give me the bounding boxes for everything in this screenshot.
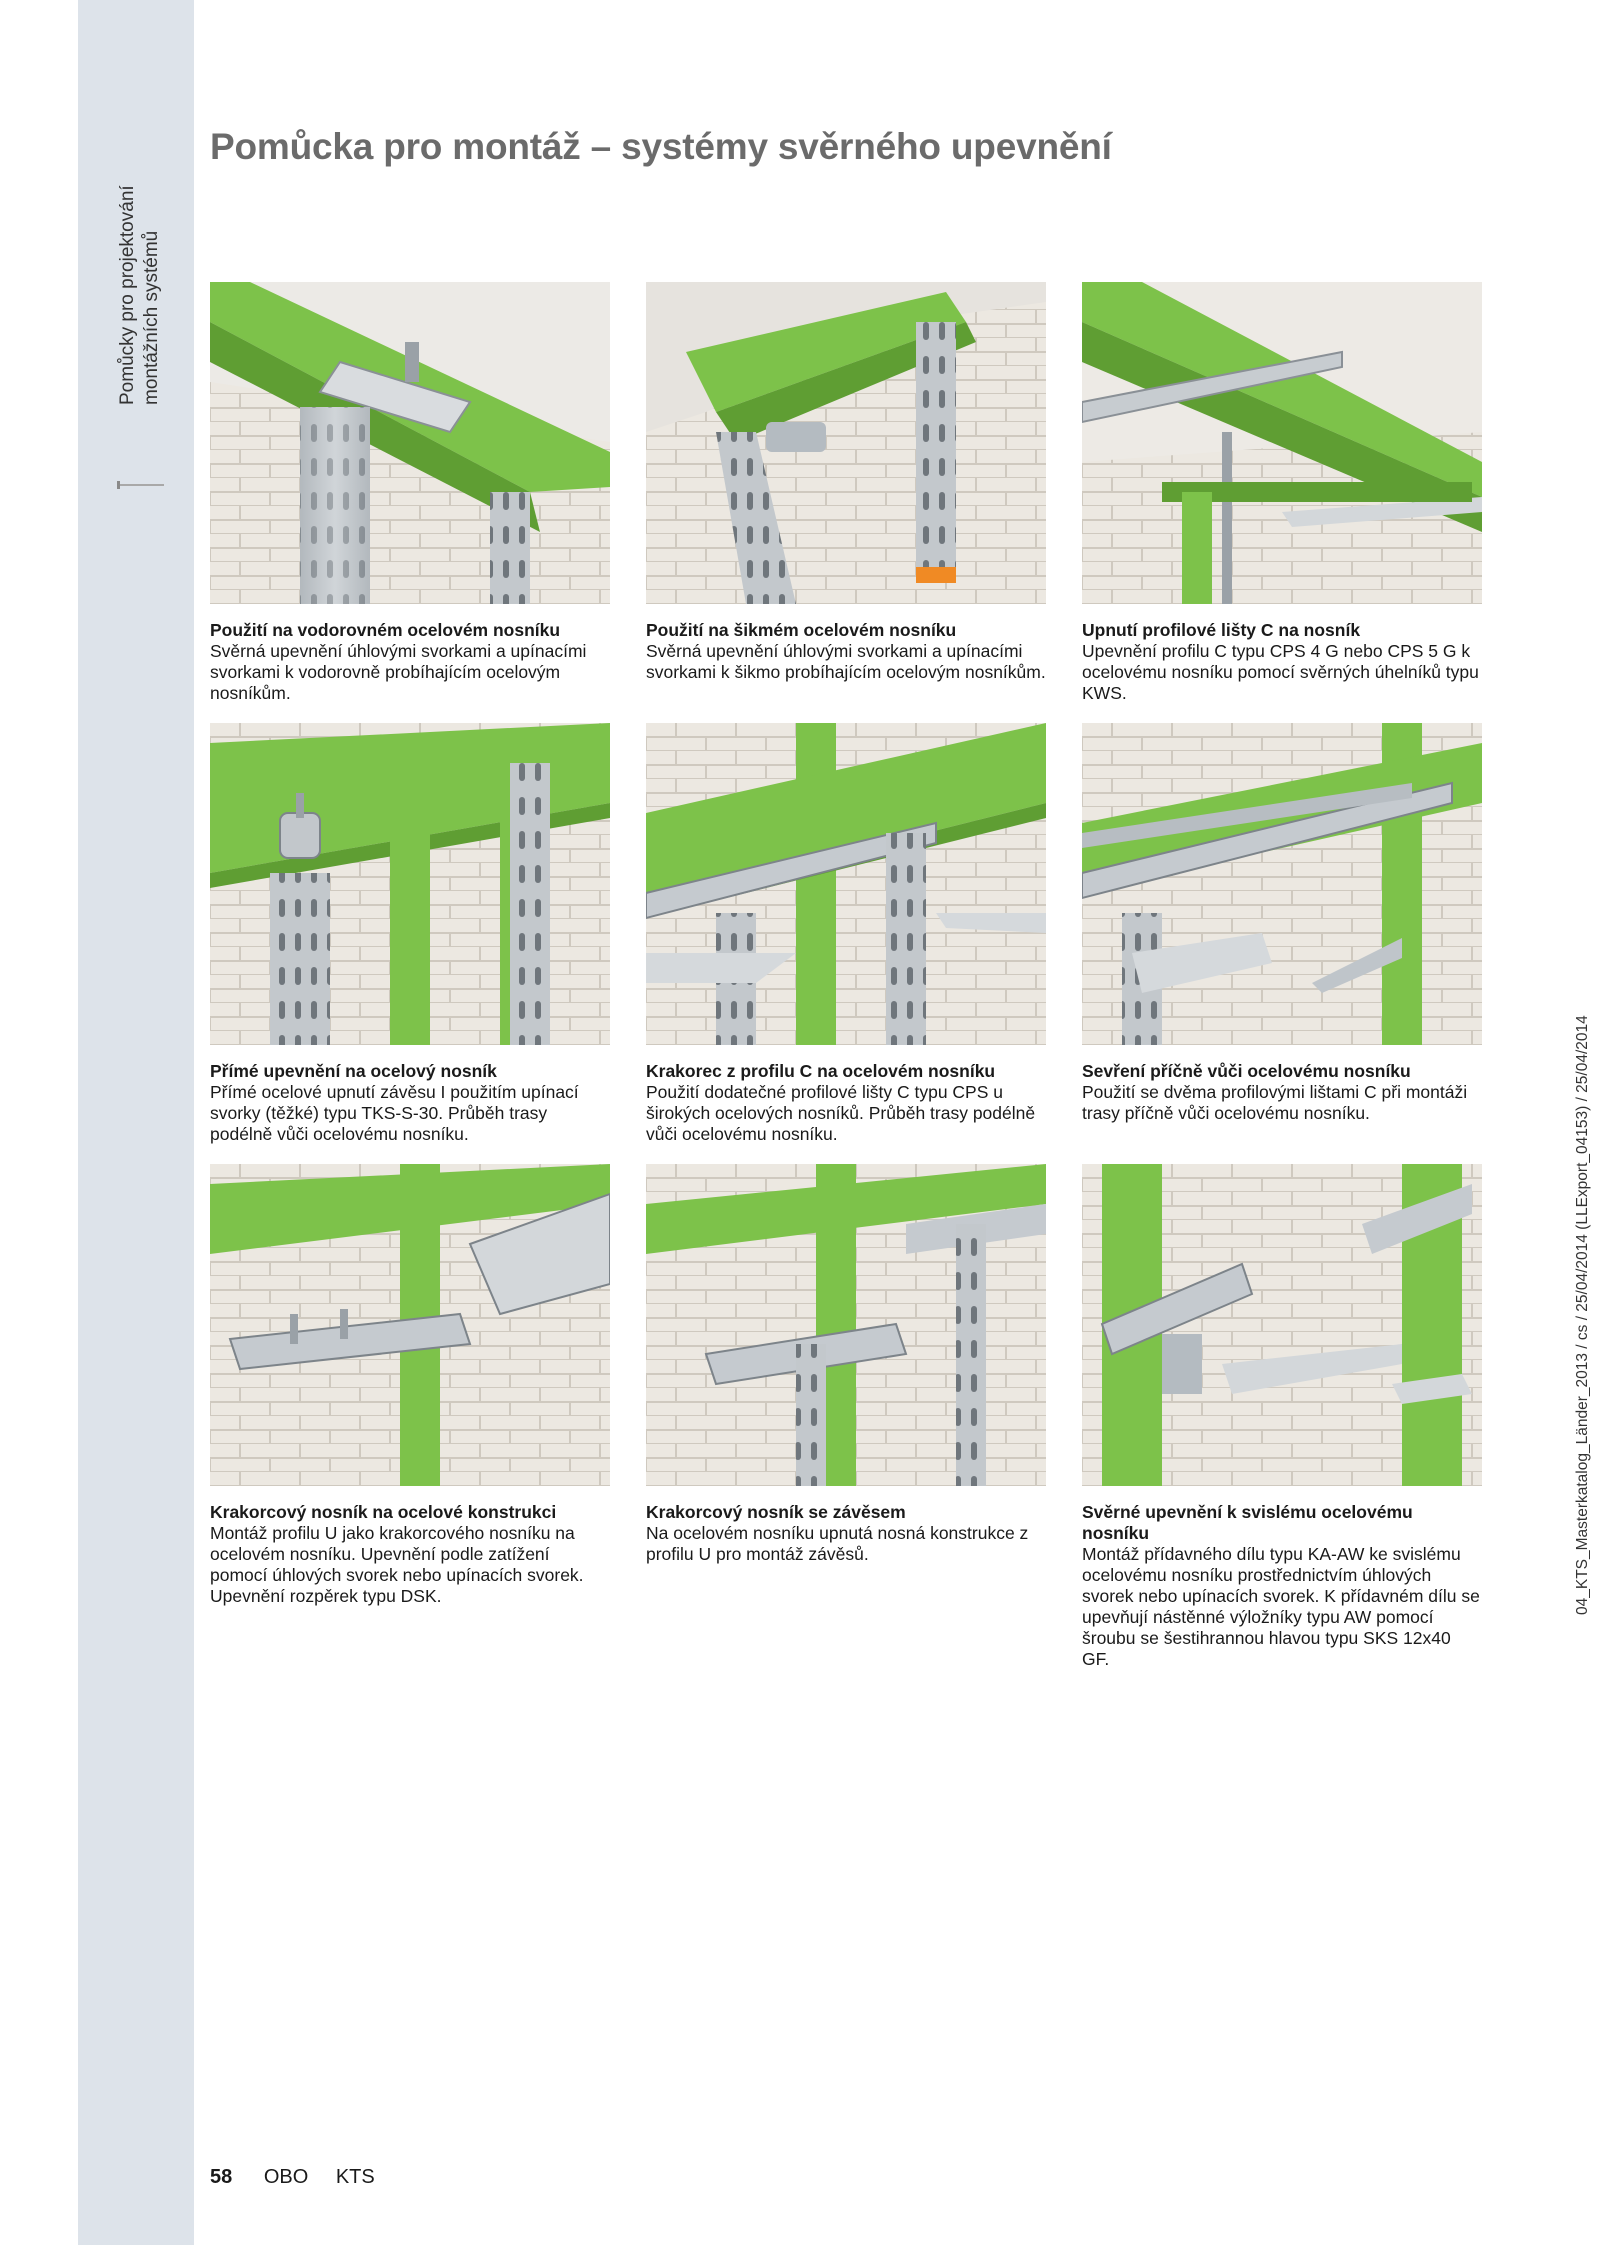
photo-c-profile-clamp (1082, 282, 1482, 604)
panel-cantilever-hanger (646, 1164, 1046, 1565)
page-footer (210, 2166, 375, 2189)
photo-c-cantilever (646, 723, 1046, 1045)
panel-title: Svěrné upevnění k svislému ocelovému nosníku (1082, 1502, 1413, 1543)
panel-cantilever-structure (210, 1164, 610, 1607)
panel-body: Montáž profilu U jako krakorcového nosníku na ocelovém nosníku. Upevnění podle zatížení pomocí úhlových svorek nebo upínacích svorek. Upevnění rozpěrek typu DSK. (210, 1523, 584, 1606)
page-number: 58 (210, 2166, 233, 2188)
sidebar-line-2: montážních systémů (141, 230, 162, 405)
sidebar-tool-icon (117, 480, 167, 490)
panel-sloped-beam (646, 282, 1046, 683)
panel-c-profile-clamp (1082, 282, 1482, 704)
panel-body: Použití dodatečné profilové lišty C typu CPS u širokých ocelových nosníků. Průběh trasy podélně vůči ocelovému nosníku. (646, 1082, 1036, 1144)
panel-direct-fixing (210, 723, 610, 1145)
panel-title: Upnutí profilové lišty C na nosník (1082, 620, 1361, 640)
photo-cantilever-hanger (646, 1164, 1046, 1486)
panel-horizontal-beam (210, 282, 610, 704)
photo-sloped-beam (646, 282, 1046, 604)
panel-body: Upevnění profilu C typu CPS 4 G nebo CPS 5 G k ocelovému nosníku pomocí svěrných úhelníků typu KWS. (1082, 641, 1479, 703)
panel-body: Montáž přídavného dílu typu KA-AW ke svislému ocelovému nosníku prostřednictvím úhlových svorek nebo upínacích svorek. K přídavném dílu se upevňují nástěnné výložníky typu AW pomocí šroubu se šestihrannou hlavou typu SKS 12x40 GF. (1082, 1544, 1480, 1669)
panel-title: Krakorcový nosník na ocelové konstrukci (210, 1502, 557, 1522)
panel-cross-clamping (1082, 723, 1482, 1124)
panel-body: Svěrná upevnění úhlovými svorkami a upínacími svorkami k vodorovně probíhajícím ocelovým nosníkům. (210, 641, 587, 703)
brand-name: OBO (263, 2166, 309, 2188)
panel-body: Přímé ocelové upnutí závěsu I použitím upínací svorky (těžké) typu TKS-S-30. Průběh trasy podélně vůči ocelovému nosníku. (210, 1082, 579, 1144)
panel-body: Použití se dvěma profilovými lištami C při montáži trasy příčně vůči ocelovému nosníku. (1082, 1082, 1468, 1123)
panel-body: Na ocelovém nosníku upnutá nosná konstrukce z profilu U pro montáž závěsů. (646, 1523, 1029, 1564)
section-name: KTS (335, 2166, 375, 2188)
panel-title: Přímé upevnění na ocelový nosník (210, 1061, 497, 1081)
sidebar-label (116, 105, 164, 405)
photo-cantilever-structure (210, 1164, 610, 1486)
panel-c-cantilever (646, 723, 1046, 1145)
photo-cross-clamping (1082, 723, 1482, 1045)
panel-title: Sevření příčně vůči ocelovému nosníku (1082, 1061, 1411, 1081)
panel-vertical-beam (1082, 1164, 1482, 1670)
photo-vertical-beam (1082, 1164, 1482, 1486)
panel-title: Použití na šikmém ocelovém nosníku (646, 620, 957, 640)
panel-title: Použití na vodorovném ocelovém nosníku (210, 620, 561, 640)
photo-horizontal-beam (210, 282, 610, 604)
photo-direct-fixing (210, 723, 610, 1045)
panel-title: Krakorcový nosník se závěsem (646, 1502, 906, 1522)
panel-title: Krakorec z profilu C na ocelovém nosníku (646, 1061, 996, 1081)
panel-body: Svěrná upevnění úhlovými svorkami a upínacími svorkami k šikmo probíhajícím ocelovým nosníkům. (646, 641, 1046, 682)
page-title: Pomůcka pro montáž – systémy svěrného upevnění (210, 126, 1112, 167)
sidebar-line-1: Pomůcky pro projektování (117, 185, 138, 405)
document-code: 04_KTS_Masterkatalog_Länder_2013 / cs / 25/04/2014 (LLExport_04153) / 25/04/2014 (1574, 1015, 1591, 1615)
